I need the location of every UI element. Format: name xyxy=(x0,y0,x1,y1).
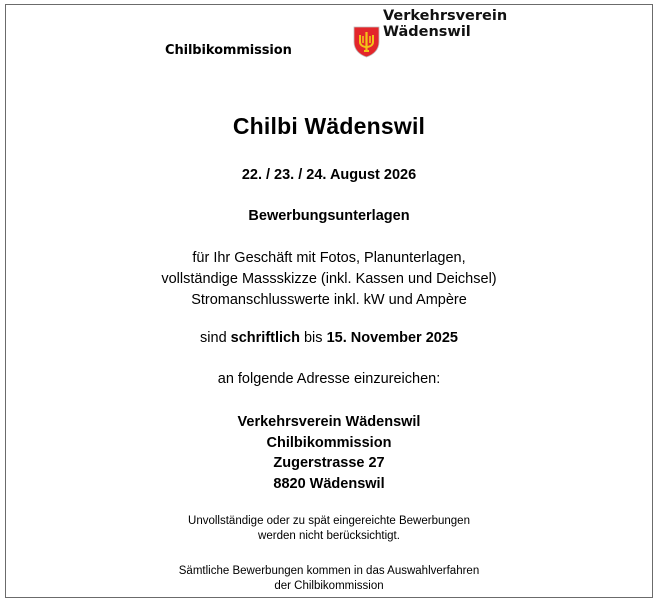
deadline-date: 15. November 2025 xyxy=(326,330,458,346)
organization-name-line2: Wädenswil xyxy=(383,24,471,40)
incomplete-notice xyxy=(5,514,653,544)
notice-line: Unvollständige oder zu spät eingereichte Bewerbungen xyxy=(188,515,470,527)
instruction-text: an folgende Adresse einzureichen: xyxy=(217,371,441,387)
event-dates: 22. / 23. / 24. August 2026 xyxy=(241,167,417,183)
address-line: Verkehrsverein Wädenswil xyxy=(237,414,421,430)
page-title: Chilbi Wädenswil xyxy=(232,113,426,139)
deadline-emphasis: schriftlich xyxy=(230,330,300,346)
notice-line: Sämtliche Bewerbungen kommen in das Auswahlverfahren xyxy=(178,565,480,577)
requirements-line: vollständige Massskizze (inkl. Kassen und Deichsel) xyxy=(161,271,497,287)
requirements-line: Stromanschlusswerte inkl. kW und Ampère xyxy=(191,292,467,308)
address-line: Chilbikommission xyxy=(266,434,392,451)
organization-logo xyxy=(353,8,513,60)
organization-name-line1: Verkehrsverein xyxy=(383,8,508,24)
waedenswil-coat-of-arms-icon xyxy=(353,26,380,58)
address-line: 8820 Wädenswil xyxy=(273,475,385,492)
deadline-part: sind xyxy=(200,330,231,346)
deadline-part: bis xyxy=(299,330,327,346)
postal-address xyxy=(5,412,653,494)
notice-line: der Chilbikommission xyxy=(274,580,384,592)
department-label: Chilbikommission xyxy=(165,43,292,58)
requirements-text xyxy=(5,248,653,311)
selection-notice xyxy=(5,564,653,594)
requirements-line: für Ihr Geschäft mit Fotos, Planunterlagen, xyxy=(192,250,466,266)
subtitle: Bewerbungsunterlagen xyxy=(248,208,410,224)
organization-name xyxy=(383,8,507,40)
deadline-text xyxy=(5,330,653,346)
notice-line: werden nicht berücksichtigt. xyxy=(258,530,400,542)
address-line: Zugerstrasse 27 xyxy=(273,455,385,471)
